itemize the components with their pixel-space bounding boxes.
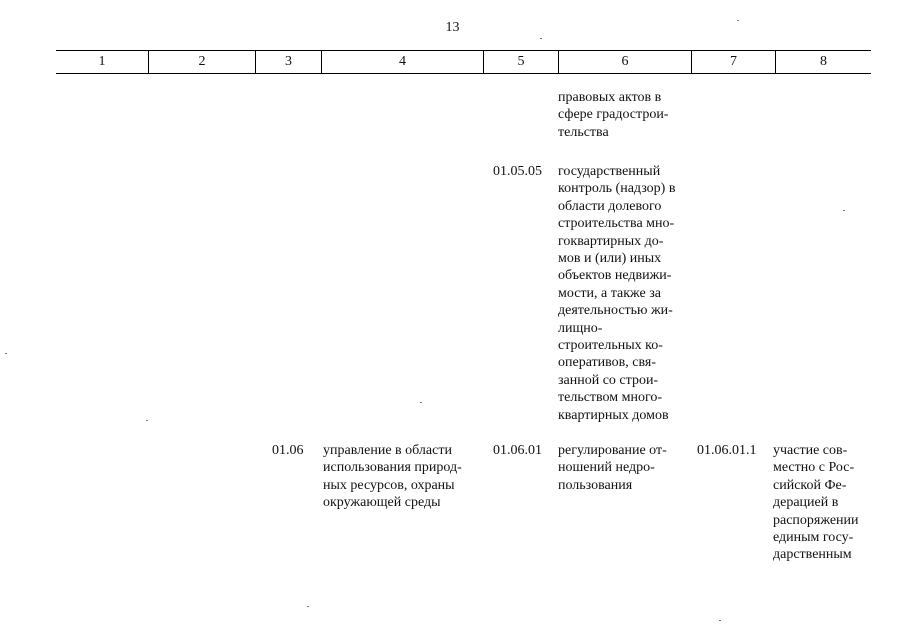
header-col-5: 5 — [483, 51, 558, 73]
row-2-col-5: 01.05.05 — [493, 164, 542, 179]
scan-speck — [5, 353, 7, 354]
scan-speck — [146, 420, 148, 421]
row-1-col-6: правовых актов в сфере градострои- тельства — [558, 90, 669, 140]
table-header-row — [56, 50, 871, 74]
header-col-2: 2 — [148, 51, 255, 73]
header-col-7: 7 — [691, 51, 775, 73]
scan-speck — [420, 402, 422, 403]
row-3-col-6: регулирование от- ношений недро- пользования — [558, 443, 667, 493]
row-3-col-7: 01.06.01.1 — [697, 443, 757, 458]
row-3-col-8: участие сов- местно с Рос- сийской Фе- дерацией в распоряжении единым госу- дарственным — [773, 443, 859, 563]
scan-speck — [737, 20, 739, 21]
row-3-col-5: 01.06.01 — [493, 443, 542, 458]
scan-speck — [540, 38, 542, 39]
row-2-col-6: государственный контроль (надзор) в области долевого строительства мно- гоквартирных до- мов и (или) иных объектов недвижи- мости, а также за деятельностью жи- лищно- строительных ко- оперативов, свя- занной со строи- тельством много- квартирных домов — [558, 164, 676, 423]
row-3-col-4: управление в области использования природ- ных ресурсов, охраны окружающей среды — [323, 443, 462, 511]
scan-speck — [719, 620, 721, 621]
header-col-4: 4 — [321, 51, 483, 73]
page-number: 13 — [445, 20, 460, 35]
row-3-col-3: 01.06 — [272, 443, 304, 458]
header-col-8: 8 — [775, 51, 871, 73]
scan-speck — [843, 210, 845, 211]
scan-speck — [307, 606, 309, 607]
header-col-3: 3 — [255, 51, 321, 73]
header-col-6: 6 — [558, 51, 691, 73]
header-col-1: 1 — [98, 54, 106, 69]
